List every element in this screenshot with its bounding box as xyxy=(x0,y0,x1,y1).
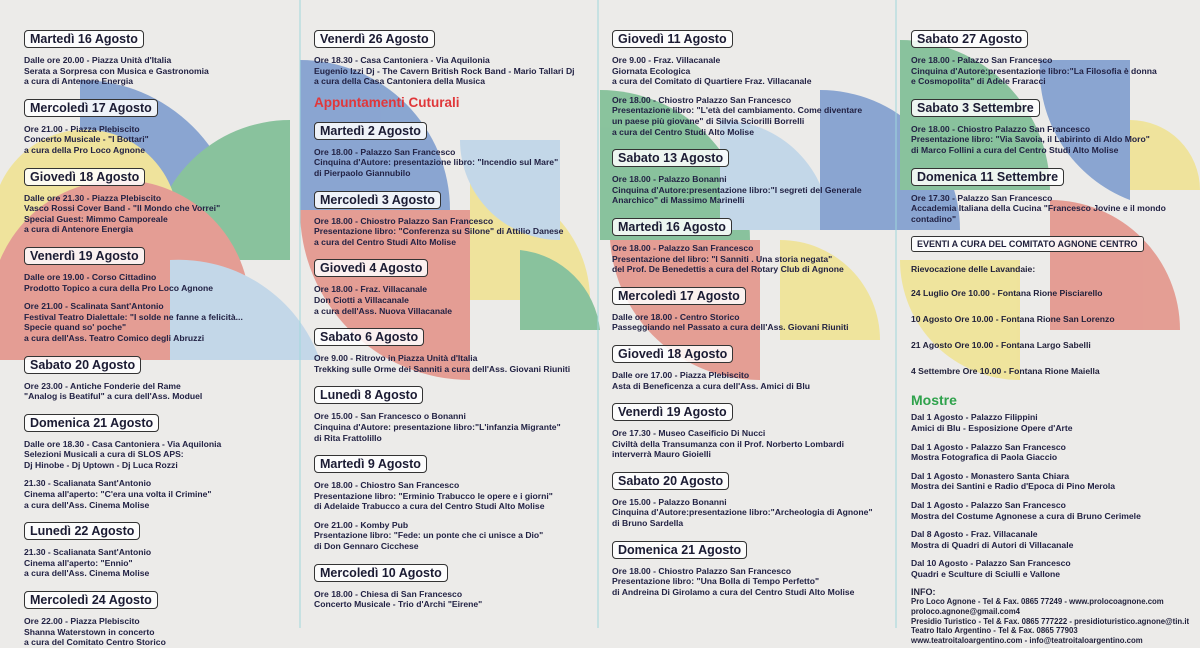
event-line: Ore 15.00 - Palazzo Bonanni xyxy=(612,496,727,507)
mostra-line: Mostra di Quadri di Autori di Villacanale xyxy=(911,539,1074,550)
event-line: contadino" xyxy=(911,213,957,224)
day-label: Sabato 27 Agosto xyxy=(911,30,1028,48)
event xyxy=(911,124,1193,156)
day-label: Lunedì 22 Agosto xyxy=(24,522,140,540)
event-line: Ore 17.30 - Palazzo San Francesco xyxy=(911,192,1053,203)
info-title: INFO: xyxy=(911,587,936,598)
lavandaie-item: 24 Luglio Ore 10.00 - Fontana Rione Pisciarello xyxy=(911,288,1103,299)
day-block xyxy=(24,26,294,87)
event xyxy=(314,353,594,374)
event-line: Ore 17.30 - Museo Caseificio Di Nucci xyxy=(612,428,766,439)
event-line: Ore 9.00 - Fraz. Villacanale xyxy=(612,55,721,65)
event-line: Ore 23.00 - Antiche Fonderie del Rame xyxy=(24,380,181,391)
event xyxy=(314,147,594,179)
event-line: Ore 18.00 - Palazzo San Francesco xyxy=(612,242,754,253)
event xyxy=(24,55,294,87)
event-line: Prsentazione libro: "Fede: un ponte che ci unisce a Dio" xyxy=(314,530,544,541)
mostra-line: Mostra dei Santini e Radio d'Epoca di Pino Merola xyxy=(911,481,1116,492)
event-line: Presentazione del libro: "I Sanniti . Una storia negata" xyxy=(612,253,833,264)
lavandaie-item: 21 Agosto Ore 10.00 - Fontana Largo Sabelli xyxy=(911,340,1091,351)
event-line: Cinema all'aperto: "Ennio" xyxy=(24,557,133,568)
event xyxy=(612,497,894,529)
event-line: Cinquina d'Autore:presentazione libro:"Archeologia di Agnone" xyxy=(612,507,873,518)
column-2 xyxy=(314,0,594,628)
event-line: Special Guest: Mimmo Camporeale xyxy=(24,213,168,224)
event xyxy=(24,381,294,402)
day-block xyxy=(24,518,294,579)
event-line: a cura dell'Ass. Teatro Comico degli Abruzzi xyxy=(24,332,205,343)
day-label: Giovedì 11 Agosto xyxy=(612,30,733,48)
event xyxy=(314,55,594,87)
mostra-line: Dal 1 Agosto - Palazzo San Francesco xyxy=(911,441,1066,452)
event-line: Ore 15.00 - San Francesco o Bonanni xyxy=(314,411,466,422)
mostra-line: Dal 1 Agosto - Monastero Santa Chiara xyxy=(911,470,1070,481)
event-line: Presentazione libro: "L'età del cambiamento. Come diventare xyxy=(612,105,863,116)
event-line: Ore 9.00 - Ritrovo in Piazza Unità d'Italia xyxy=(314,353,478,364)
lavandaie-title: Rievocazione delle Lavandaie: xyxy=(911,264,1036,275)
event-line: Giornata Ecologica xyxy=(612,65,691,76)
day-label: Domenica 21 Agosto xyxy=(24,414,159,432)
mostra-item xyxy=(911,442,1193,463)
day-label: Mercoledì 17 Agosto xyxy=(612,287,746,305)
event-line: Specie quand so' poche" xyxy=(24,322,127,333)
day-label: Sabato 20 Agosto xyxy=(612,472,729,490)
event-line: Ore 18.30 - Casa Cantoniera - Via Aquilonia xyxy=(314,55,490,65)
mostra-item xyxy=(911,529,1193,550)
event-line: Anarchico" di Massimo Marinelli xyxy=(612,195,745,206)
event xyxy=(24,547,294,579)
event-line: Dalle ore 20.00 - Piazza Unità d'Italia xyxy=(24,55,172,65)
event-line: a cura dell'Ass. Cinema Molise xyxy=(24,499,150,510)
event-line: Ore 18.00 - Chiostro San Francesco xyxy=(314,480,460,491)
mostra-item xyxy=(911,500,1193,521)
event-line: un paese più giovane" di Silvia Sciorilli Borrelli xyxy=(612,115,805,126)
day-block xyxy=(612,468,894,529)
day-block xyxy=(314,255,594,316)
day-block xyxy=(911,95,1193,156)
info-block xyxy=(911,597,1193,645)
day-label: Sabato 13 Agosto xyxy=(612,149,729,167)
event-line: a cura del Centro Studi Alto Molise xyxy=(612,126,754,137)
day-block xyxy=(911,26,1193,87)
day-block xyxy=(24,164,294,235)
day-label: Giovedì 4 Agosto xyxy=(314,259,428,277)
event xyxy=(24,439,294,471)
event xyxy=(314,411,594,443)
event-line: a cura dell'Ass. Cinema Molise xyxy=(24,568,150,579)
mostra-item xyxy=(911,471,1193,492)
event-line: a cura del Comitato di Quartiere Fraz. Villacanale xyxy=(612,76,812,87)
mostra-line: Dal 1 Agosto - Palazzo San Francesco xyxy=(911,499,1066,510)
event xyxy=(314,480,594,512)
column-3 xyxy=(612,0,894,628)
event-line: Ore 18.00 - Chiesa di San Francesco xyxy=(314,588,463,599)
event xyxy=(612,566,894,598)
event-line: Presentazione libro: "Conferenza su Silone" di Attilio Danese xyxy=(314,226,564,237)
event-line: Ore 18.00 - Chiostro Palazzo San Francesco xyxy=(314,215,494,226)
mostra-line: Dal 8 Agosto - Fraz. Villacanale xyxy=(911,529,1038,540)
day-block xyxy=(612,399,894,460)
event-line: di Don Gennaro Cicchese xyxy=(314,541,419,552)
event-line: interverrà Mauro Gioielli xyxy=(612,449,711,460)
event xyxy=(612,428,894,460)
event-line: Dalle ore 21.30 - Piazza Plebiscito xyxy=(24,192,162,203)
event-line: a cura di Antenore Energia xyxy=(24,76,134,87)
event-line: Presentazione libro: "Erminio Trabucco le opere e i giorni" xyxy=(314,490,553,501)
event-line: Dalle ore 18.30 - Casa Cantoniera - Via Aquilonia xyxy=(24,438,222,449)
event-line: del Prof. De Benedettis a cura del Rotary Club di Agnone xyxy=(612,264,844,275)
day-block xyxy=(612,341,894,391)
day-label: Martedì 9 Agosto xyxy=(314,455,427,473)
day-label: Martedì 16 Agosto xyxy=(24,30,144,48)
event xyxy=(612,174,894,206)
day-block xyxy=(911,164,1193,225)
event xyxy=(314,216,594,248)
event-line: a cura del Comitato Centro Storico xyxy=(24,637,166,648)
day-label: Sabato 20 Agosto xyxy=(24,356,141,374)
event xyxy=(314,520,594,552)
day-block xyxy=(612,283,894,333)
mostra-line: Dal 10 Agosto - Palazzo San Francesco xyxy=(911,558,1071,569)
day-block xyxy=(314,187,594,248)
event-line: a cura del Centro Studi Alto Molise xyxy=(314,236,456,247)
day-block xyxy=(612,26,894,137)
event-line: Shanna Waterstown in concerto xyxy=(24,626,155,637)
event-line: Dalle ore 17.00 - Piazza Plebiscito xyxy=(612,369,750,380)
day-block xyxy=(24,243,294,344)
event-line: Cinquina d'Autore: presentazione libro: "Incendio sul Mare" xyxy=(314,157,559,168)
event-line: Concerto Musicale - Trio d'Archi "Eirene" xyxy=(314,599,483,610)
event-line: Festival Teatro Dialettale: "I solde ne fanne a felicità... xyxy=(24,311,243,322)
event-line: Civiltà della Transumanza con il Prof. Norberto Lombardi xyxy=(612,438,845,449)
event xyxy=(24,272,294,293)
event-line: Prodotto Topico a cura della Pro Loco Agnone xyxy=(24,282,214,293)
event-line: di Bruno Sardella xyxy=(612,518,684,529)
event xyxy=(24,616,294,648)
event xyxy=(612,312,894,333)
event xyxy=(612,95,894,137)
day-label: Venerdì 19 Agosto xyxy=(24,247,145,265)
mostra-line: Dal 1 Agosto - Palazzo Filippini xyxy=(911,412,1038,423)
day-block xyxy=(314,451,594,552)
event-line: di Pierpaolo Giannubilo xyxy=(314,167,411,178)
day-label: Giovedì 18 Agosto xyxy=(24,168,145,186)
section-cultural-title: Appuntamenti Cuturali xyxy=(314,94,460,110)
event-line: Dalle ore 18.00 - Centro Storico xyxy=(612,311,740,322)
event-line: Ore 18.00 - Chiostro Palazzo San Francesco xyxy=(612,94,792,105)
event-line: Cinema all'aperto: "C'era una volta il Crimine" xyxy=(24,489,212,500)
event xyxy=(314,284,594,316)
event xyxy=(911,193,1193,225)
day-block xyxy=(314,118,594,179)
day-label: Venerdì 26 Agosto xyxy=(314,30,435,48)
event-line: Ore 18.00 - Palazzo Bonanni xyxy=(612,174,727,185)
info-line: Teatro Italo Argentino - Tel & Fax. 0865 77903 xyxy=(911,626,1078,636)
event-line: Accademia Italiana della Cucina "Francesco Jovine e il mondo xyxy=(911,203,1166,214)
comitato-box: EVENTI A CURA DEL COMITATO AGNONE CENTRO xyxy=(911,236,1144,252)
event-line: Asta di Beneficenza a cura dell'Ass. Amici di Blu xyxy=(612,380,811,391)
event xyxy=(612,370,894,391)
event-line: di Andreina Di Girolamo a cura del Centro Studi Alto Molise xyxy=(612,586,855,597)
event xyxy=(911,55,1193,87)
event-line: Ore 22.00 - Piazza Plebiscito xyxy=(24,616,140,627)
event-line: Ore 18.00 - Palazzo San Francesco xyxy=(911,55,1053,65)
day-block xyxy=(24,352,294,402)
event xyxy=(612,243,894,275)
event-line: 21.30 - Scalianata Sant'Antonio xyxy=(24,547,152,558)
event-line: Concerto Musicale - "I Bottari" xyxy=(24,134,149,145)
event-line: a cura dell'Ass. Nuova Villacanale xyxy=(314,305,453,316)
event-line: Vasco Rossi Cover Band - "Il Mondo che Vorrei" xyxy=(24,203,221,214)
event-line: Ore 18.00 - Chiostro Palazzo San Francesco xyxy=(612,565,792,576)
day-label: Martedì 2 Agosto xyxy=(314,122,427,140)
event-line: 21.30 - Scalianata Sant'Antonio xyxy=(24,478,152,489)
mostra-line: Quadri e Sculture di Sciulli e Vallone xyxy=(911,568,1061,579)
event-line: Serata a Sorpresa con Musica e Gastronomia xyxy=(24,65,209,76)
day-block xyxy=(314,26,594,87)
event-line: Trekking sulle Orme dei Sanniti a cura dell'Ass. Giovani Riuniti xyxy=(314,363,571,374)
mostra-line: Mostra del Costume Agnonese a cura di Bruno Cerimele xyxy=(911,510,1141,521)
mostra-item xyxy=(911,558,1193,579)
day-block xyxy=(612,145,894,206)
event-line: di Adelaide Trabucco a cura del Centro Studi Alto Molise xyxy=(314,501,545,512)
day-block xyxy=(314,324,594,374)
event xyxy=(24,478,294,510)
event-line: "Analog is Beatiful" a cura dell'Ass. Moduel xyxy=(24,391,203,402)
event-line: Cinquina d'Autore: presentazione libro:"L'infanzia Migrante" xyxy=(314,421,561,432)
day-label: Mercoledì 17 Agosto xyxy=(24,99,158,117)
day-label: Lunedì 8 Agosto xyxy=(314,386,423,404)
event-line: Ore 21.00 - Scalinata Sant'Antonio xyxy=(24,301,164,312)
mostre-title: Mostre xyxy=(911,392,957,409)
event-line: Cinquina d'Autore:presentazione libro:"I segreti del Generale xyxy=(612,184,862,195)
info-line: www.teatroitaloargentino.com - info@teatroitaloargentino.com xyxy=(911,635,1143,645)
day-label: Sabato 6 Agosto xyxy=(314,328,424,346)
day-label: Martedì 16 Agosto xyxy=(612,218,732,236)
event-line: Don Ciotti a Villacanale xyxy=(314,294,409,305)
event-line: Passeggiando nel Passato a cura dell'Ass. Giovani Riuniti xyxy=(612,322,849,333)
day-label: Domenica 11 Settembre xyxy=(911,168,1064,186)
info-line: proloco.agnone@gmail.com4 xyxy=(911,607,1020,617)
day-block xyxy=(612,537,894,598)
mostra-line: Amici di Blu - Esposizione Opere d'Arte xyxy=(911,422,1073,433)
event-line: Presentazione libro: "Via Savoia, il Labirinto di Aldo Moro" xyxy=(911,134,1150,145)
event-line: Ore 18.00 - Chiostro Palazzo San Francesco xyxy=(911,123,1091,134)
event-line: a cura di Antenore Energia xyxy=(24,224,134,235)
day-label: Giovedì 18 Agosto xyxy=(612,345,733,363)
event-line: di Marco Follini a cura del Centro Studi Alto Molise xyxy=(911,144,1119,155)
event-line: Dj Hinobe - Dj Uptown - Dj Luca Rozzi xyxy=(24,459,178,470)
event-line: Cinquina d'Autore:presentazione libro:"La Filosofia è donna xyxy=(911,65,1157,76)
lavandaie-item: 10 Agosto Ore 10.00 - Fontana Rione San Lorenzo xyxy=(911,314,1115,325)
event-line: e Cosmopolita" di Adele Fraracci xyxy=(911,76,1046,87)
day-block xyxy=(24,95,294,156)
day-block xyxy=(612,214,894,275)
event-line: Selezioni Musicali a cura di SLOS APS: xyxy=(24,449,184,460)
column-1 xyxy=(24,0,294,648)
day-label: Mercoledì 3 Agosto xyxy=(314,191,441,209)
event-line: Ore 18.00 - Fraz. Villacanale xyxy=(314,284,428,295)
event-line: Eugenio Izzi Dj - The Cavern British Rock Band - Mario Tallari Dj xyxy=(314,65,575,76)
event xyxy=(314,589,594,610)
mostra-item xyxy=(911,412,1193,433)
info-line: Presidio Turistico - Tel & Fax. 0865 777222 - presidioturistico.agnone@tin.it xyxy=(911,616,1190,626)
column-4 xyxy=(911,0,1193,645)
day-label: Mercoledì 10 Agosto xyxy=(314,564,448,582)
day-block xyxy=(24,410,294,511)
day-label: Domenica 21 Agosto xyxy=(612,541,747,559)
day-block xyxy=(314,560,594,610)
event-line: a cura della Casa Cantoniera della Musica xyxy=(314,76,485,87)
event-line: Ore 18.00 - Palazzo San Francesco xyxy=(314,146,456,157)
lavandaie-item: 4 Settembre Ore 10.00 - Fontana Rione Maiella xyxy=(911,366,1100,377)
event-line: Dalle ore 19.00 - Corso Cittadino xyxy=(24,271,157,282)
event xyxy=(612,55,894,87)
mostra-line: Mostra Fotografica di Paola Giaccio xyxy=(911,452,1058,463)
day-label: Sabato 3 Settembre xyxy=(911,99,1040,117)
event xyxy=(24,193,294,235)
event-line: di Rita Frattolillo xyxy=(314,432,382,443)
event xyxy=(24,301,294,343)
day-label: Venerdì 19 Agosto xyxy=(612,403,733,421)
info-line: Pro Loco Agnone - Tel & Fax. 0865 77249 - www.prolocoagnone.com xyxy=(911,597,1164,607)
day-label: Mercoledì 24 Agosto xyxy=(24,591,158,609)
event-line: a cura della Pro Loco Agnone xyxy=(24,144,145,155)
event-line: Ore 21.00 - Komby Pub xyxy=(314,519,409,530)
event-line: Presentazione libro: "Una Bolla di Tempo Perfetto" xyxy=(612,576,820,587)
day-block xyxy=(314,382,594,443)
day-block xyxy=(24,587,294,648)
event-line: Ore 21.00 - Piazza Plebiscito xyxy=(24,123,140,134)
event xyxy=(24,124,294,156)
